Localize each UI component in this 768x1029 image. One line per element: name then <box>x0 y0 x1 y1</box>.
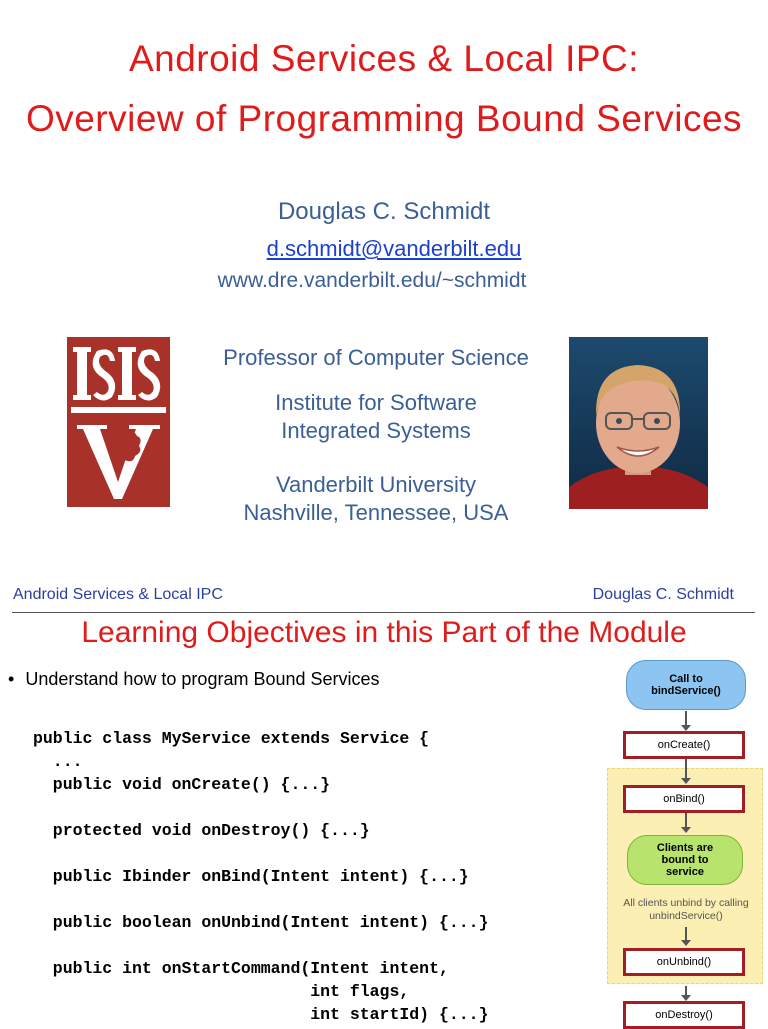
flow-arrow <box>685 813 687 828</box>
university-name: Vanderbilt University <box>275 472 477 497</box>
isis-vanderbilt-logo <box>67 337 170 507</box>
flow-arrow <box>685 759 687 779</box>
code-line: protected void onDestroy() {...} <box>33 821 370 840</box>
slide-header-left: Android Services & Local IPC <box>13 586 223 603</box>
code-block <box>33 727 488 1026</box>
objective-bullet-text: Understand how to program Bound Services <box>25 669 380 689</box>
flow-arrow <box>685 711 687 726</box>
institute-line2: Integrated Systems <box>281 418 471 443</box>
bullet-dot: • <box>8 669 15 689</box>
code-line: public void onCreate() {...} <box>33 775 331 794</box>
code-line: public Ibinder onBind(Intent intent) {...} <box>33 867 469 886</box>
code-line: public class MyService extends Service { <box>33 729 430 748</box>
header-divider <box>12 612 755 613</box>
university-location: Nashville, Tennessee, USA <box>243 500 509 525</box>
code-line: ... <box>33 752 83 771</box>
flow-bindservice-call: Call to bindService() <box>626 660 746 710</box>
author-role: Professor of Computer Science <box>223 345 529 370</box>
flow-unbind-note: All clients unbind by calling unbindService() <box>623 897 749 922</box>
objective-bullet <box>8 669 380 690</box>
flow-onbind: onBind() <box>623 785 745 813</box>
flow-clients-bound: Clients are bound to service <box>627 835 743 885</box>
code-line <box>33 934 488 957</box>
institute-line1: Institute for Software <box>275 390 477 415</box>
flow-arrow <box>685 986 687 996</box>
slide-title-line2: Overview of Programming Bound Services <box>25 98 743 139</box>
code-line: public boolean onUnbind(Intent intent) {...} <box>33 913 489 932</box>
code-line: public int onStartCommand(Intent intent, <box>33 959 449 978</box>
code-line <box>33 842 488 865</box>
flow-ondestroy: onDestroy() <box>623 1001 745 1029</box>
author-email-link[interactable]: d.schmidt@vanderbilt.edu <box>266 236 522 261</box>
author-photo <box>569 337 708 509</box>
code-line <box>33 888 488 911</box>
flow-arrow <box>685 927 687 941</box>
flow-oncreate: onCreate() <box>623 731 745 759</box>
slide2-title: Learning Objectives in this Part of the Module <box>81 616 687 649</box>
flow-onunbind: onUnbind() <box>623 948 745 976</box>
bound-service-lifecycle-diagram <box>605 655 768 1024</box>
code-line: int flags, <box>33 982 410 1001</box>
slide-header-right: Douglas C. Schmidt <box>592 586 734 603</box>
author-name: Douglas C. Schmidt <box>277 198 491 225</box>
code-line <box>33 796 488 819</box>
author-website: www.dre.vanderbilt.edu/~schmidt <box>217 269 527 292</box>
slide-title-line1: Android Services & Local IPC: <box>128 38 640 79</box>
code-line: int startId) {...} <box>33 1005 489 1024</box>
